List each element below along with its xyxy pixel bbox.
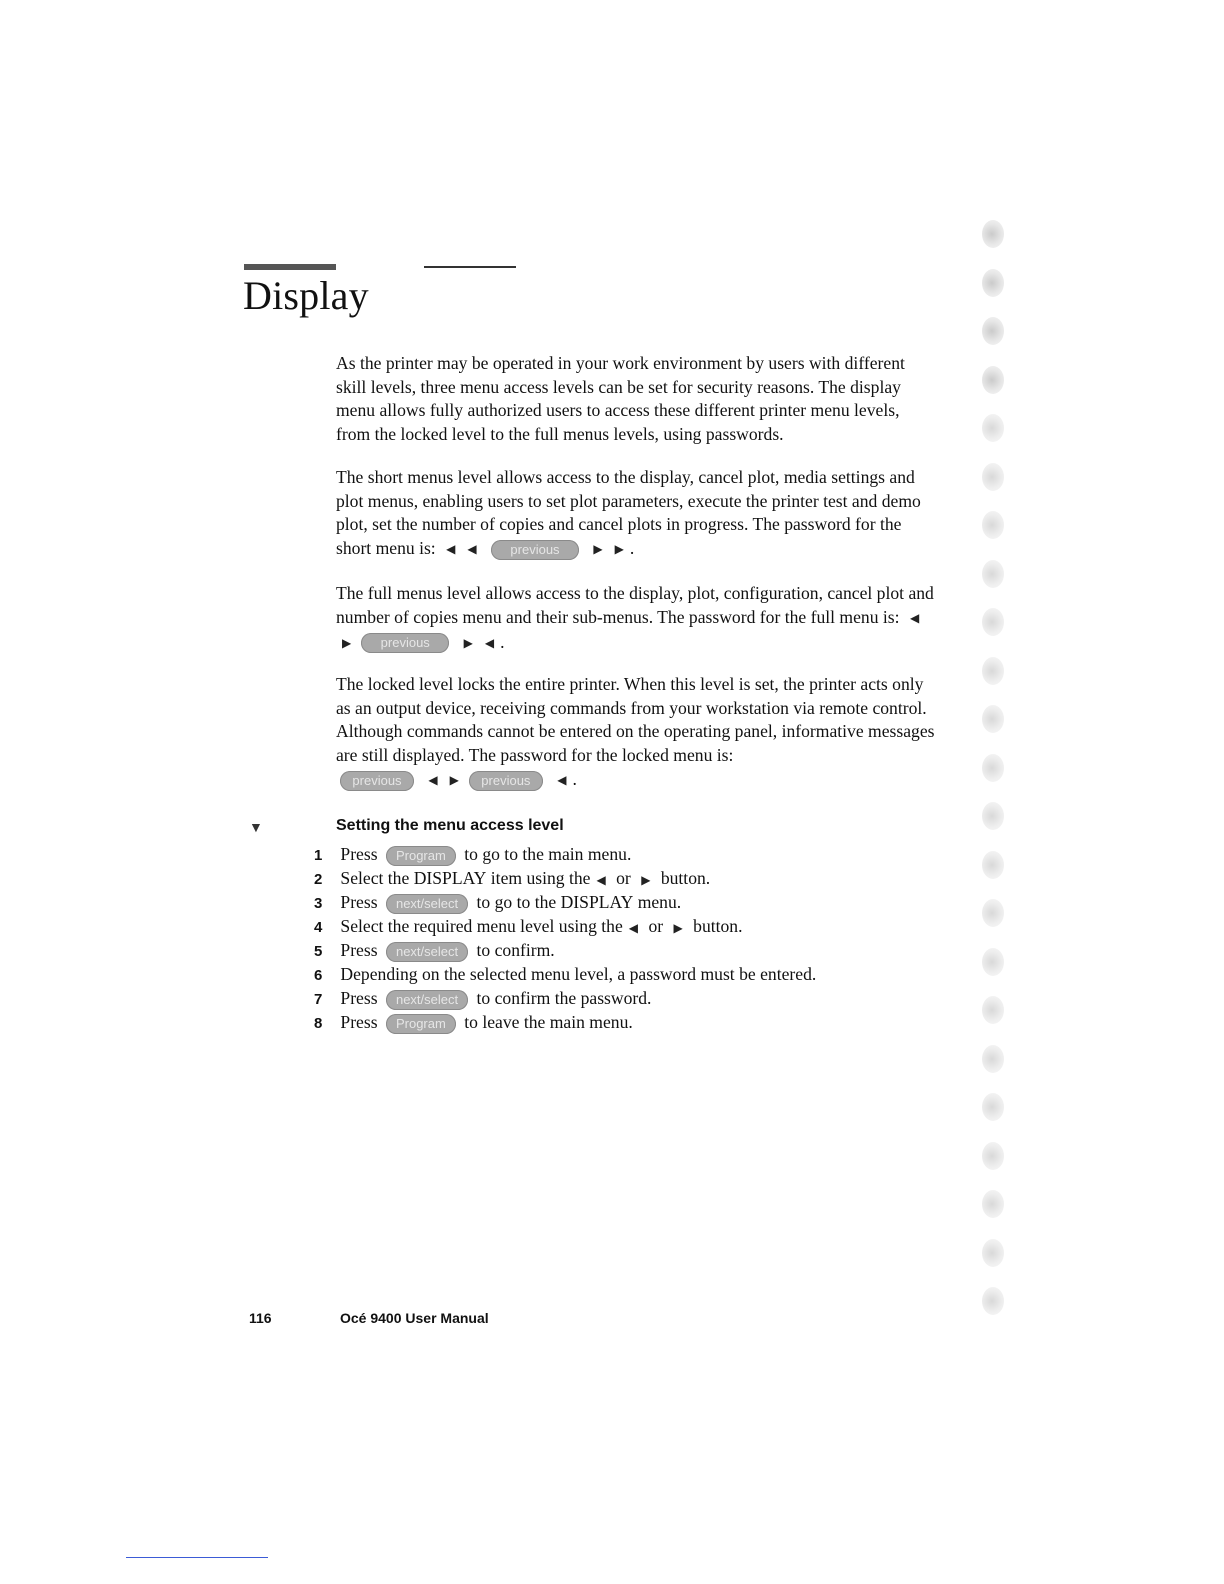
binding-hole bbox=[982, 317, 1004, 345]
step-text: Select the bbox=[340, 868, 410, 888]
binding-hole bbox=[982, 1045, 1004, 1073]
next-select-key: next/select bbox=[386, 894, 468, 914]
left-arrow-icon: ◀ bbox=[909, 610, 920, 625]
locked-menu-text: The locked level locks the entire printer. When this level is set, the printer acts only as an output device, receiving commands from your workstation via remote control. Although commands cannot be entered on the operating panel, informative messages are still displayed. The password for the locked menu is: bbox=[336, 674, 935, 766]
right-arrow-icon: ▶ bbox=[673, 920, 683, 935]
program-key: Program bbox=[386, 846, 456, 866]
binding-hole bbox=[982, 851, 1004, 879]
page-number: 116 bbox=[249, 1310, 272, 1326]
step-text: button. bbox=[660, 868, 711, 888]
left-arrow-icon: ◀ bbox=[467, 542, 477, 557]
previous-key: previous bbox=[491, 540, 579, 560]
binding-hole bbox=[982, 608, 1004, 636]
binding-hole bbox=[982, 366, 1004, 394]
binding-hole bbox=[982, 1142, 1004, 1170]
step-text: menu. bbox=[637, 892, 682, 912]
step-number: 6 bbox=[314, 967, 323, 984]
program-key: Program bbox=[386, 1014, 456, 1034]
next-select-key: next/select bbox=[386, 942, 468, 962]
step-number: 7 bbox=[314, 991, 323, 1008]
step-text: to confirm the password. bbox=[476, 988, 652, 1008]
previous-key: previous bbox=[361, 633, 449, 653]
step-item bbox=[314, 938, 954, 962]
step-text: Press bbox=[340, 844, 378, 864]
step-item bbox=[314, 842, 954, 866]
left-arrow-icon: ◀ bbox=[446, 542, 456, 557]
left-arrow-icon: ◀ bbox=[484, 635, 495, 650]
binding-hole bbox=[982, 1093, 1004, 1121]
right-arrow-icon: ▶ bbox=[614, 542, 624, 557]
step-text: item using the bbox=[490, 868, 591, 888]
step-number: 3 bbox=[314, 895, 323, 912]
step-item bbox=[314, 890, 954, 914]
menu-name: DISPLAY bbox=[560, 892, 634, 912]
locked-menu-paragraph: The locked level locks the entire printer. When this level is set, the printer acts only as an output device, receiving commands from your workstation via remote control. Although commands cannot be entered on the operating panel, informative messages are still displayed. The password for the locked menu is: previous ◀ ▶ previous ◀ . bbox=[336, 673, 936, 793]
step-item bbox=[314, 986, 954, 1010]
full-menu-paragraph: The full menus level allows access to the display, plot, configuration, cancel plot and number of copies menu and their sub-menus. The password for the full menu is: ◀▶ previous ▶ ◀ . bbox=[336, 582, 936, 655]
left-arrow-icon: ◀ bbox=[557, 772, 567, 787]
binding-hole bbox=[982, 948, 1004, 976]
step-item bbox=[314, 1010, 954, 1034]
binding-hole bbox=[982, 1239, 1004, 1267]
header-rule-thick bbox=[244, 264, 336, 270]
menu-name: DISPLAY bbox=[413, 868, 487, 888]
step-item bbox=[314, 962, 954, 986]
step-number: 2 bbox=[314, 871, 323, 888]
binding-hole bbox=[982, 1287, 1004, 1315]
binding-hole bbox=[982, 899, 1004, 927]
right-arrow-icon: ▶ bbox=[449, 772, 459, 787]
right-arrow-icon: ▶ bbox=[342, 635, 352, 650]
step-number: 4 bbox=[314, 919, 323, 936]
left-arrow-icon: ◀ bbox=[428, 772, 438, 787]
intro-paragraph: As the printer may be operated in your work environment by users with different skill levels, three menu access levels can be set for security reasons. The display menu allows fully authorized users to access these different printer menu levels, from the locked level to the full menus levels, using passwords. bbox=[336, 353, 905, 445]
step-text: to confirm. bbox=[476, 940, 555, 960]
binding-hole bbox=[982, 657, 1004, 685]
right-arrow-icon: ▶ bbox=[463, 635, 473, 650]
step-text: Press bbox=[340, 1012, 378, 1032]
step-text: to go to the main menu. bbox=[464, 844, 632, 864]
short-menu-text: The short menus level allows access to the display, cancel plot, media settings and plot menus, enabling users to set plot parameters, execute the printer test and demo plot, set the number of copies and cancel plots in progress. The password for the short menu is: bbox=[336, 467, 921, 559]
step-number: 5 bbox=[314, 943, 323, 960]
step-number: 8 bbox=[314, 1015, 323, 1032]
right-arrow-icon: ▶ bbox=[641, 872, 651, 887]
manual-title: Océ 9400 User Manual bbox=[340, 1310, 489, 1326]
binding-hole bbox=[982, 1190, 1004, 1218]
header-rule-thin bbox=[424, 266, 516, 268]
scan-edge-line bbox=[126, 1557, 268, 1558]
step-text: Select the required menu level using the bbox=[340, 916, 623, 936]
binding-hole bbox=[982, 802, 1004, 830]
full-menu-text: The full menus level allows access to the display, plot, configuration, cancel plot and number of copies menu and their sub-menus. The password for the full menu is: bbox=[336, 583, 934, 627]
step-text: button. bbox=[693, 916, 743, 936]
binding-hole bbox=[982, 705, 1004, 733]
binding-hole bbox=[982, 996, 1004, 1024]
page-title: Display bbox=[243, 273, 369, 318]
short-menu-paragraph: The short menus level allows access to the display, cancel plot, media settings and plot menus, enabling users to set plot parameters, execute the printer test and demo plot, set the number of copies and cancel plots in progress. The password for the short menu is: ◀ ◀ previous ▶ ▶ . bbox=[336, 466, 936, 562]
down-triangle-icon: ▼ bbox=[249, 821, 263, 836]
steps-list bbox=[314, 842, 954, 1034]
binding-hole bbox=[982, 560, 1004, 588]
step-item bbox=[314, 866, 954, 890]
binding-hole bbox=[982, 754, 1004, 782]
previous-key: previous bbox=[340, 771, 414, 791]
section-heading: Setting the menu access level bbox=[336, 817, 564, 834]
step-text: Press bbox=[340, 892, 378, 912]
step-text: Press bbox=[340, 988, 378, 1008]
step-text: Press bbox=[340, 940, 378, 960]
step-text: to go to the bbox=[476, 892, 557, 912]
binding-hole bbox=[982, 463, 1004, 491]
binding-hole bbox=[982, 511, 1004, 539]
next-select-key: next/select bbox=[386, 990, 468, 1010]
step-text: or bbox=[648, 916, 664, 936]
binding-holes bbox=[982, 220, 1012, 1360]
step-text: Depending on the selected menu level, a password must be entered. bbox=[340, 964, 817, 984]
step-number: 1 bbox=[314, 847, 323, 864]
right-arrow-icon: ▶ bbox=[593, 542, 603, 557]
left-arrow-icon: ◀ bbox=[628, 920, 639, 935]
step-text: to leave the main menu. bbox=[464, 1012, 633, 1032]
step-item bbox=[314, 914, 954, 938]
binding-hole bbox=[982, 269, 1004, 297]
step-text: or bbox=[616, 868, 631, 888]
binding-hole bbox=[982, 414, 1004, 442]
left-arrow-icon: ◀ bbox=[596, 872, 606, 887]
binding-hole bbox=[982, 220, 1004, 248]
previous-key: previous bbox=[469, 771, 543, 791]
